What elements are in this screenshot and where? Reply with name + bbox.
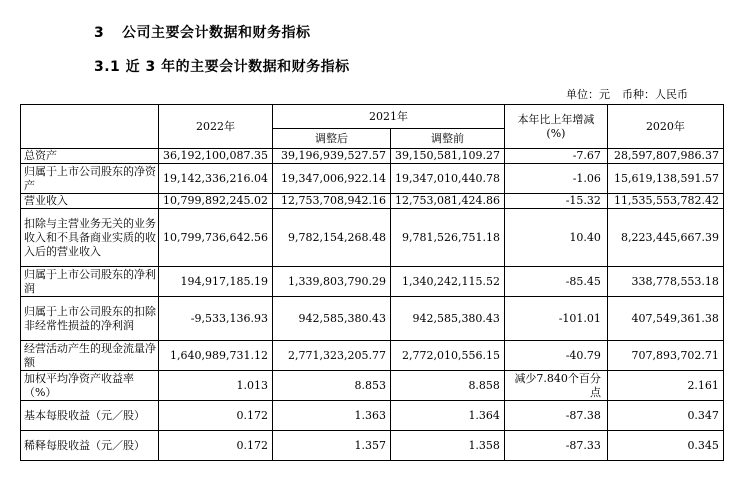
- header-item: [21, 105, 159, 149]
- value-2021-adjusted-after: 19,347,006,922.14: [272, 164, 390, 194]
- row-label: 基本每股收益（元／股）: [21, 401, 159, 431]
- value-2020: 0.345: [607, 431, 723, 461]
- value-2022: 1.013: [159, 371, 273, 401]
- value-2020: 8,223,445,667.39: [607, 209, 723, 267]
- row-label: 总资产: [21, 149, 159, 164]
- value-2022: 194,917,185.19: [159, 267, 273, 297]
- row-label: 归属于上市公司股东的净利润: [21, 267, 159, 297]
- value-2021-adjusted-after: 39,196,939,527.57: [272, 149, 390, 164]
- section-number: 3: [94, 25, 105, 41]
- value-change: 减少7.840个百分点: [504, 371, 607, 401]
- value-2022: 10,799,736,642.56: [159, 209, 273, 267]
- value-2022: 1,640,989,731.12: [159, 341, 273, 371]
- value-change: -40.79: [504, 341, 607, 371]
- value-2021-adjusted-after: 9,782,154,268.48: [272, 209, 390, 267]
- value-2020: 0.347: [607, 401, 723, 431]
- table-row: [21, 149, 724, 164]
- value-2020: 15,619,138,591.57: [607, 164, 723, 194]
- header-adjusted-before: 调整前: [390, 129, 504, 149]
- row-label: 稀释每股收益（元／股）: [21, 431, 159, 461]
- unit-line: [566, 86, 688, 102]
- financial-data-table: [20, 104, 724, 461]
- row-label: 归属于上市公司股东的扣除非经常性损益的净利润: [21, 297, 159, 341]
- row-label: 扣除与主营业务无关的业务收入和不具备商业实质的收入后的营业收入: [21, 209, 159, 267]
- value-2020: 11,535,553,782.42: [607, 194, 723, 209]
- value-2021-adjusted-before: 9,781,526,751.18: [390, 209, 504, 267]
- row-label: 加权平均净资产收益率（%）: [21, 371, 159, 401]
- table-row: [21, 371, 724, 401]
- value-2021-adjusted-after: 1.357: [272, 431, 390, 461]
- value-2020: 338,778,553.18: [607, 267, 723, 297]
- value-2020: 28,597,807,986.37: [607, 149, 723, 164]
- value-change: -101.01: [504, 297, 607, 341]
- value-2021-adjusted-before: 2,772,010,556.15: [390, 341, 504, 371]
- header-2020: 2020年: [607, 105, 723, 149]
- table-row: [21, 194, 724, 209]
- value-change: -87.38: [504, 401, 607, 431]
- value-2021-adjusted-before: 19,347,010,440.78: [390, 164, 504, 194]
- table-row: [21, 209, 724, 267]
- value-2021-adjusted-before: 39,150,581,109.27: [390, 149, 504, 164]
- row-label: 归属于上市公司股东的净资产: [21, 164, 159, 194]
- header-2021: 2021年: [272, 105, 504, 129]
- row-label: 经营活动产生的现金流量净额: [21, 341, 159, 371]
- table-row: [21, 297, 724, 341]
- value-change: -85.45: [504, 267, 607, 297]
- value-change: 10.40: [504, 209, 607, 267]
- value-2022: 36,192,100,087.35: [159, 149, 273, 164]
- value-change: -1.06: [504, 164, 607, 194]
- header-adjusted-after: 调整后: [272, 129, 390, 149]
- unit-label: 单位：元: [566, 88, 610, 101]
- value-2021-adjusted-before: 1.364: [390, 401, 504, 431]
- header-change: 本年比上年增减(%): [504, 105, 607, 149]
- section-title: 公司主要会计数据和财务指标: [122, 25, 311, 41]
- value-change: -15.32: [504, 194, 607, 209]
- value-2022: 0.172: [159, 401, 273, 431]
- currency-label: 币种：人民币: [622, 88, 688, 101]
- value-2021-adjusted-before: 12,753,081,424.86: [390, 194, 504, 209]
- value-2022: 10,799,892,245.02: [159, 194, 273, 209]
- table-row: [21, 267, 724, 297]
- table-row: [21, 431, 724, 461]
- value-2021-adjusted-after: 2,771,323,205.77: [272, 341, 390, 371]
- value-2022: -9,533,136.93: [159, 297, 273, 341]
- row-label: 营业收入: [21, 194, 159, 209]
- value-2021-adjusted-before: 1,340,242,115.52: [390, 267, 504, 297]
- value-2021-adjusted-before: 8.858: [390, 371, 504, 401]
- value-2021-adjusted-after: 12,753,708,942.16: [272, 194, 390, 209]
- value-2020: 2.161: [607, 371, 723, 401]
- value-2020: 407,549,361.38: [607, 297, 723, 341]
- value-2021-adjusted-after: 1,339,803,790.29: [272, 267, 390, 297]
- value-change: -7.67: [504, 149, 607, 164]
- table-row: [21, 164, 724, 194]
- value-2022: 19,142,336,216.04: [159, 164, 273, 194]
- value-2021-adjusted-after: 942,585,380.43: [272, 297, 390, 341]
- section-heading: [94, 22, 311, 42]
- subsection-heading: 3.1 近 3 年的主要会计数据和财务指标: [94, 59, 350, 75]
- value-2021-adjusted-before: 1.358: [390, 431, 504, 461]
- value-2021-adjusted-after: 1.363: [272, 401, 390, 431]
- table-row: [21, 401, 724, 431]
- header-2022: 2022年: [159, 105, 273, 149]
- table-row: [21, 341, 724, 371]
- value-2020: 707,893,702.71: [607, 341, 723, 371]
- value-2021-adjusted-before: 942,585,380.43: [390, 297, 504, 341]
- value-2021-adjusted-after: 8.853: [272, 371, 390, 401]
- value-2022: 0.172: [159, 431, 273, 461]
- value-change: -87.33: [504, 431, 607, 461]
